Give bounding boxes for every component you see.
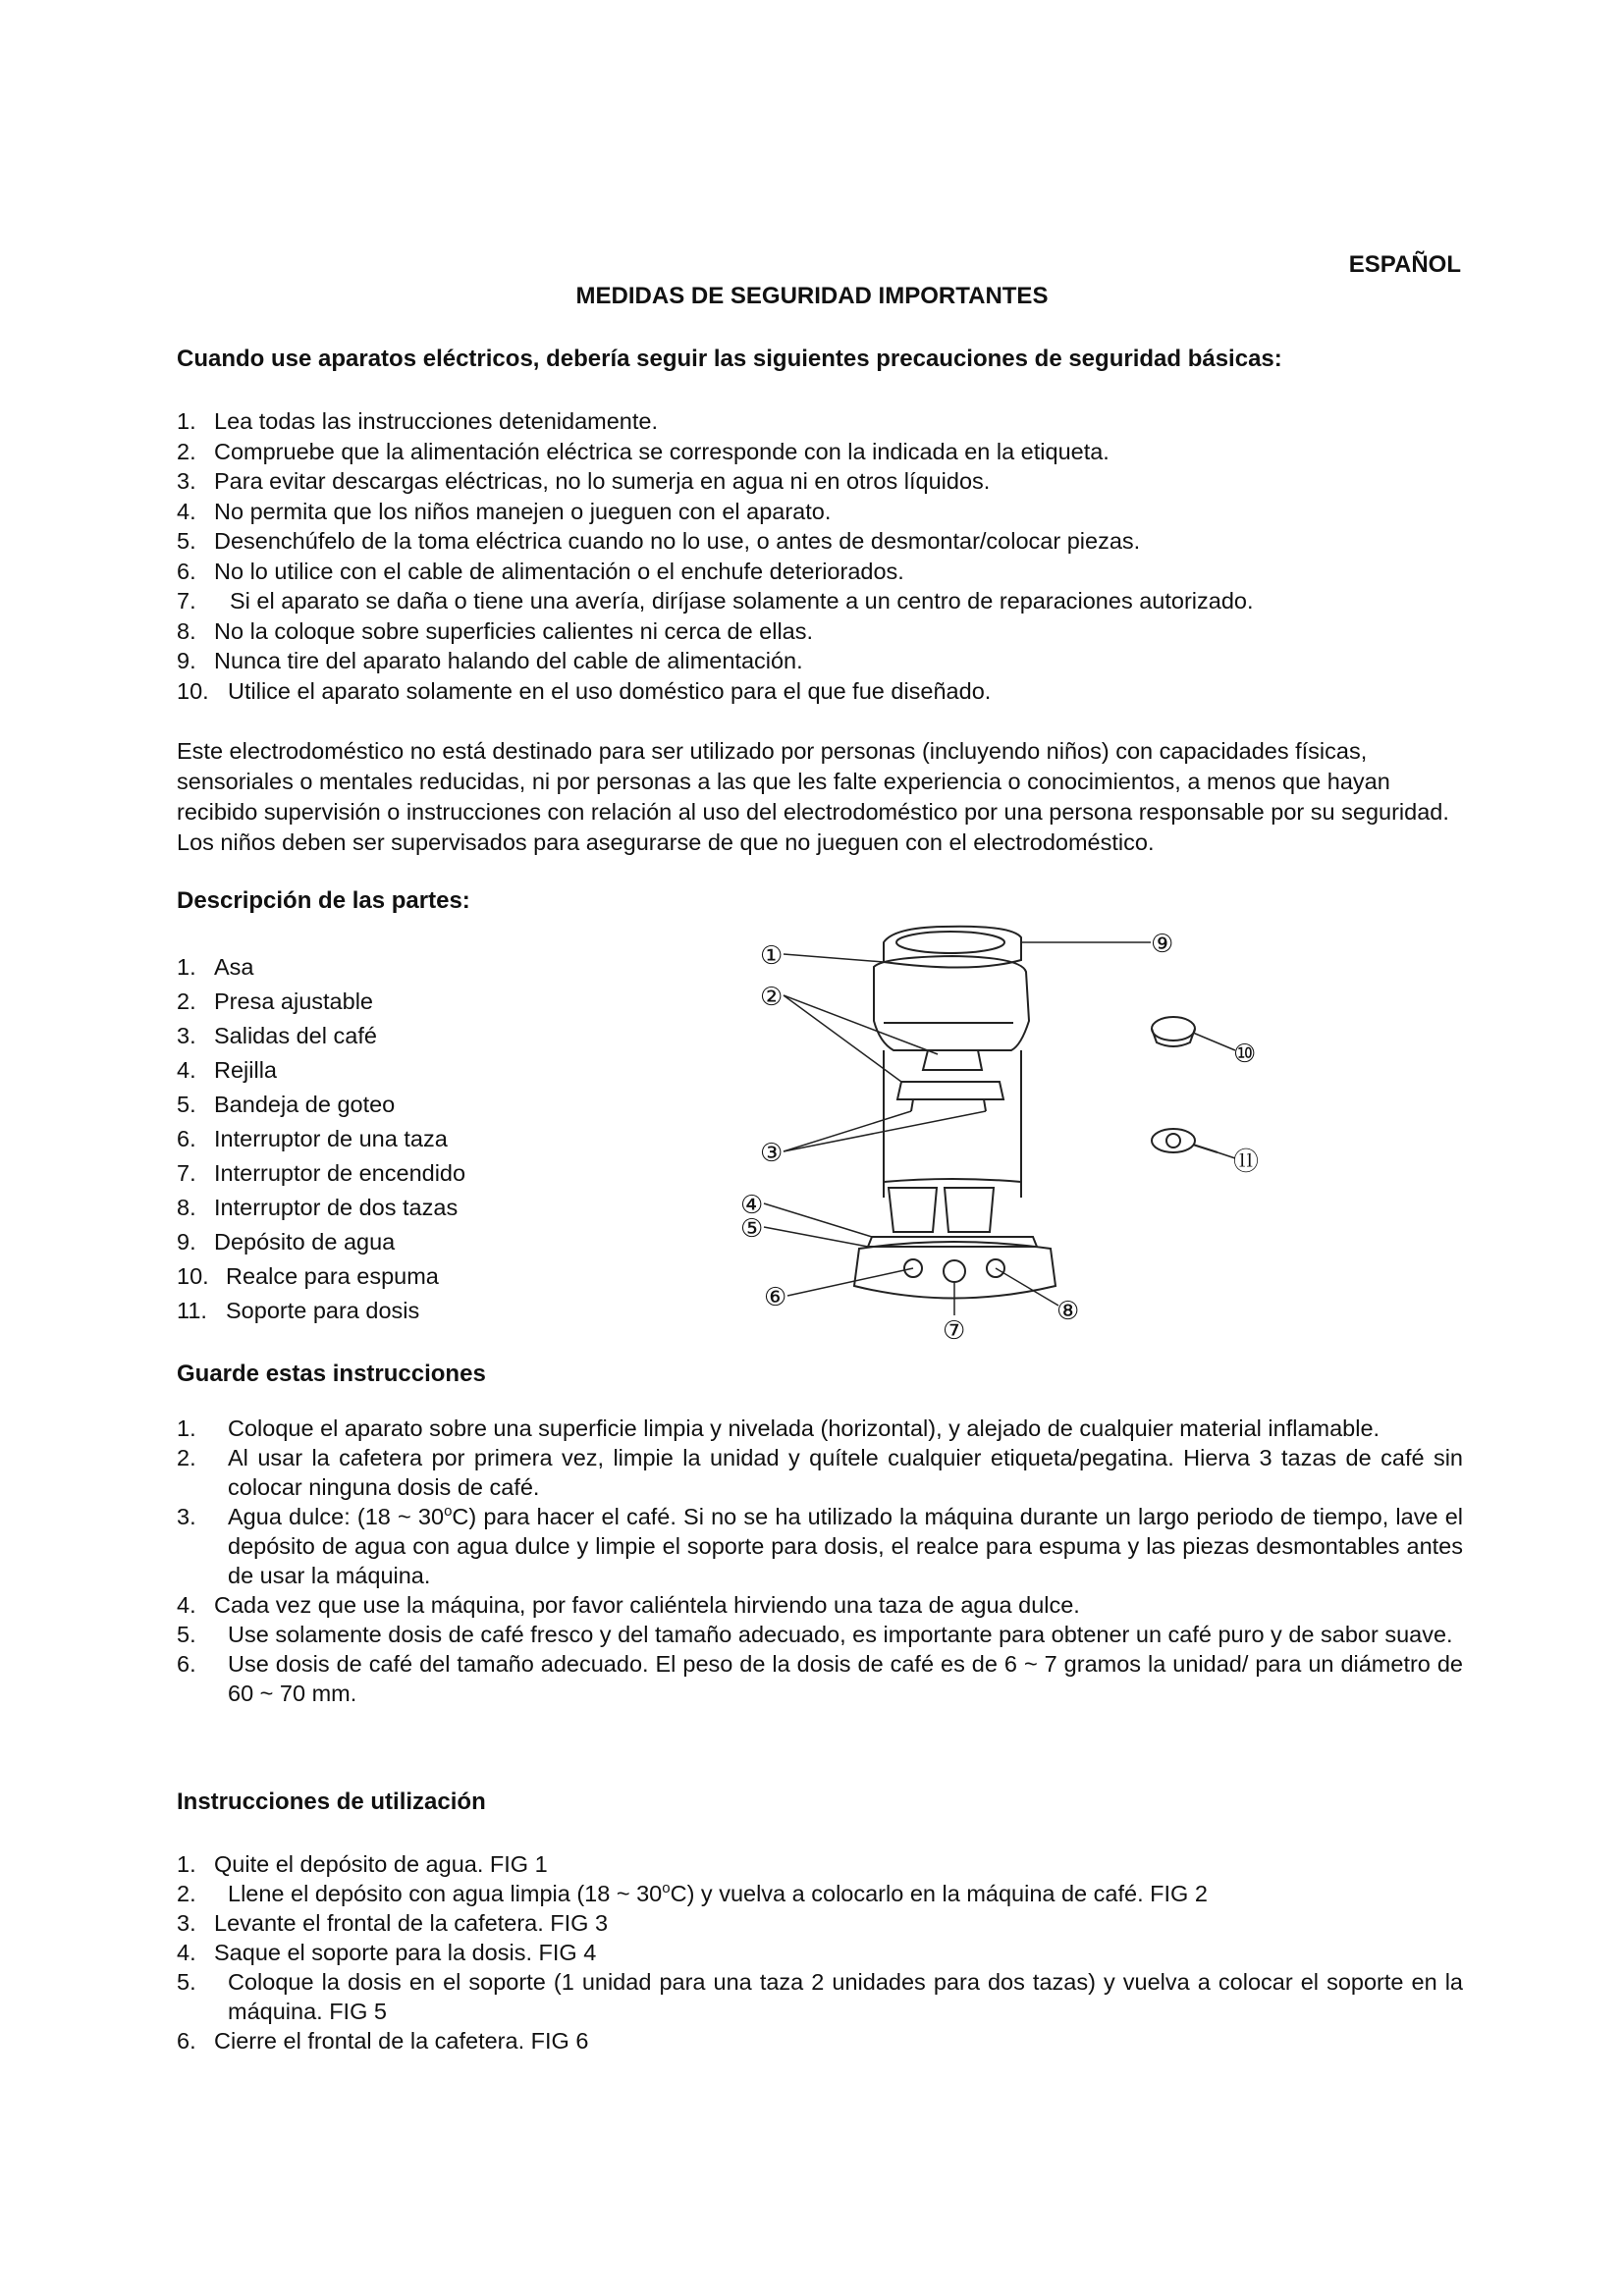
callout-4: ④ (740, 1191, 764, 1220)
guarde-heading: Guarde estas instrucciones (177, 1361, 486, 1387)
parts-heading: Descripción de las partes: (177, 887, 470, 914)
list-item: 10. Realce para espuma (177, 1263, 439, 1289)
callout-6: ⑥ (764, 1283, 787, 1312)
power-switch-shape (944, 1260, 965, 1282)
list-item: 9. Depósito de agua (177, 1229, 396, 1255)
cup-right-shape (945, 1188, 994, 1232)
list-item: 3. Para evitar descargas eléctricas, no lo sumerja en agua ni en otros líquidos. (177, 468, 991, 494)
callout-7: ⑦ (943, 1316, 966, 1346)
list-item: 5. Use solamente dosis de café fresco y del tamaño adecuado, es importante para obtener un café puro y de sabor suave. (177, 1622, 1453, 1647)
parts-list (177, 950, 727, 1328)
list-item: 1. Lea todas las instrucciones detenidamente. (177, 408, 659, 434)
list-item: 6. Cierre el frontal de la cafetera. FIG 6 (177, 2028, 589, 2054)
callout-8: ⑧ (1056, 1297, 1080, 1326)
list-item: 8. No la coloque sobre superficies calientes ni cerca de ellas. (177, 617, 814, 644)
list-item: 4. Rejilla (177, 1057, 277, 1083)
callout-11: ⑪ (1233, 1148, 1260, 1177)
cups-rim (884, 1179, 1021, 1182)
leader-line-3a (784, 1111, 911, 1151)
list-item: 6. Interruptor de una taza (177, 1126, 448, 1151)
leader-line-1 (784, 954, 884, 962)
list-item: 2. Presa ajustable (177, 988, 373, 1014)
list-item: 10. Utilice el aparato solamente en el uso doméstico para el que fue diseñado. (177, 677, 992, 704)
leader-line-6 (787, 1268, 913, 1296)
callout-2: ② (760, 983, 784, 1012)
list-item: 1. Asa (177, 954, 254, 980)
leader-line-4 (764, 1203, 872, 1237)
page-title: MEDIDAS DE SEGURIDAD IMPORTANTES (575, 283, 1049, 309)
list-item: 2. Compruebe que la alimentación eléctrica se corresponde con la indicada en la etiqueta. (177, 438, 1110, 464)
list-item: 6. Use dosis de café del tamaño adecuado. El peso de la dosis de café es de 6 ~ 7 gramos la unidad/ para un diámetro de 60 ~ 70 mm. (177, 1651, 1463, 1706)
uso-heading: Instrucciones de utilización (177, 1789, 486, 1815)
callout-1: ① (760, 941, 784, 971)
list-item: 2. Llene el depósito con agua limpia (18 ~ 30$^o$C) y vuelva a colocarlo en la máquina de café. FIG 2 (177, 1880, 1208, 1906)
list-item: 4. Cada vez que use la máquina, por favor caliéntela hirviendo una taza de agua dulce. (177, 1592, 1080, 1618)
callout-3: ③ (760, 1139, 784, 1168)
list-item: 9. Nunca tire del aparato halando del cable de alimentación. (177, 648, 803, 673)
cup-left-shape (889, 1188, 937, 1232)
safety-intro: Cuando use aparatos eléctricos, debería seguir las siguientes precauciones de seguridad básicas: (177, 346, 1282, 372)
disclaimer-paragraph: Este electrodoméstico no está destinado para ser utilizado por personas (incluyendo niños) con capacidades físicas, sensoriales o mentales reducidas, ni por personas a las que les falte experiencia o conocimientos, a menos que hayan recibido supervisión o instrucciones con relación al uso del electrodoméstico por una persona responsable por su seguridad. Los niños deben ser supervisados para asegurarse de que no jueguen con el electrodoméstico. (177, 738, 1449, 855)
pod-holder-shape (1152, 1129, 1195, 1152)
brew-head-shape (897, 1082, 1003, 1099)
pod-holder-center (1166, 1134, 1180, 1148)
guarde-list (177, 1414, 1463, 1708)
callout-10: ⑩ (1233, 1040, 1257, 1069)
list-item: 1. Quite el depósito de agua. FIG 1 (177, 1851, 548, 1877)
callout-5: ⑤ (740, 1214, 764, 1244)
list-item: 5. Coloque la dosis en el soporte (1 unidad para una taza 2 unidades para dos tazas) y vuelva a colocar el soporte en la máquina. FIG 5 (177, 1969, 1463, 2024)
leader-line-2b (784, 995, 938, 1054)
list-item: 3. Levante el frontal de la cafetera. FIG 3 (177, 1910, 609, 1936)
list-item: 2. Al usar la cafetera por primera vez, limpie la unidad y quítele cualquier etiqueta/pegatina. Hierva 3 tazas de café sin colocar ninguna dosis de café. (177, 1445, 1463, 1500)
pod-holder-handle (1193, 1145, 1218, 1152)
machine-head-shape (874, 956, 1029, 1050)
list-item: 5. Desenchúfelo de la toma eléctrica cuando no lo use, o antes de desmontar/colocar piezas. (177, 528, 1141, 554)
leader-line-2a (784, 995, 901, 1082)
spouts-shape (911, 1099, 986, 1111)
list-item: 4. No permita que los niños manejen o jueguen con el aparato. (177, 498, 832, 524)
language-label: ESPAÑOL (1348, 251, 1461, 278)
list-item: 6. No lo utilice con el cable de alimentación o el enchufe deteriorados. (177, 558, 904, 584)
coffee-machine-diagram (727, 913, 1276, 1355)
list-item: 3. Agua dulce: (18 ~ 30$^o$C) para hacer el café. Si no se ha utilizado la máquina durante un largo periodo de tiempo, lave el depósito de agua con agua dulce y limpie el soporte para dosis, el realce para espuma y las piezas desmontables antes de usar la máquina. (177, 1503, 1463, 1588)
froth-enhancer-shape (1152, 1017, 1195, 1041)
tank-lid-shape (896, 932, 1004, 953)
safety-list (177, 406, 1473, 706)
list-item: 1. Coloque el aparato sobre una superficie limpia y nivelada (horizontal), y alejado de cualquier material inflamable. (177, 1415, 1380, 1441)
callout-9: ⑨ (1151, 930, 1174, 959)
leader-line-5 (764, 1227, 868, 1247)
list-item: 8. Interruptor de dos tazas (177, 1195, 459, 1220)
list-item: 5. Bandeja de goteo (177, 1092, 396, 1117)
list-item: 11. Soporte para dosis (177, 1298, 420, 1323)
list-item: 4. Saque el soporte para la dosis. FIG 4 (177, 1940, 597, 1965)
list-item: 7. Si el aparato se daña o tiene una avería, diríjase solamente a un centro de reparaciones autorizado. (177, 588, 1254, 614)
leader-line-10 (1193, 1033, 1235, 1050)
press-shape (923, 1050, 982, 1070)
list-item: 3. Salidas del café (177, 1023, 377, 1048)
uso-list (177, 1849, 1463, 2056)
list-item: 7. Interruptor de encendido (177, 1160, 466, 1186)
